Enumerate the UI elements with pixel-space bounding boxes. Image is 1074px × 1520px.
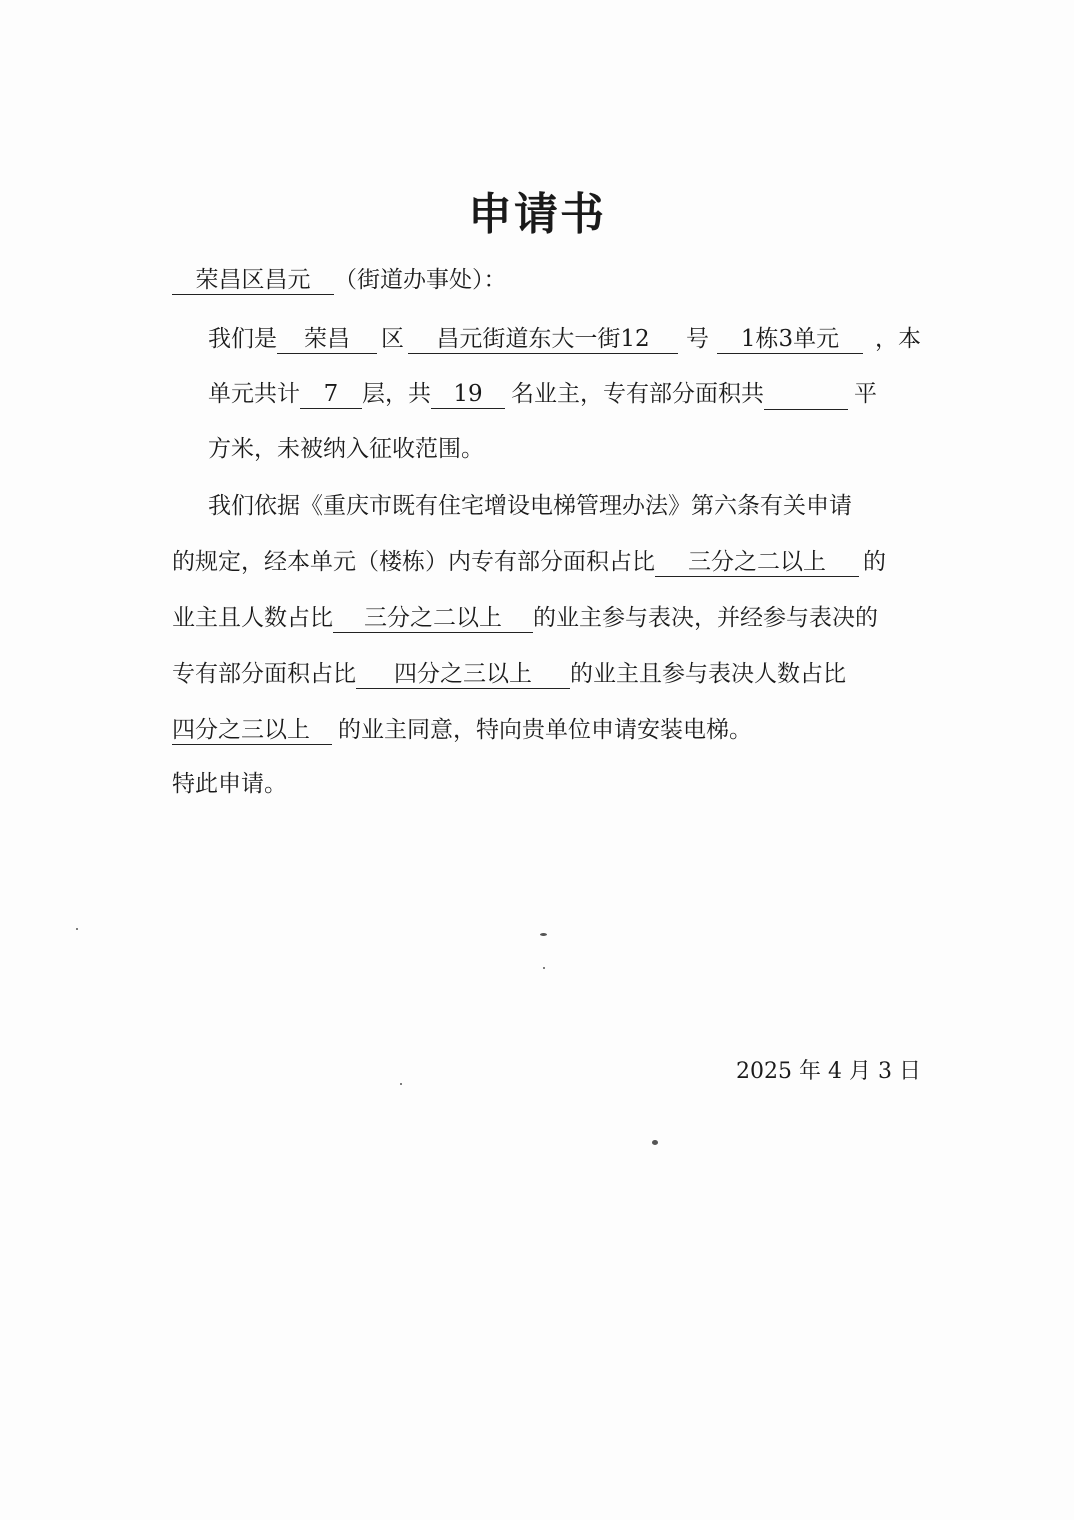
district-suffix: 区 xyxy=(381,326,404,352)
number-suffix: 号 xyxy=(686,326,709,352)
scan-speck xyxy=(400,1083,402,1085)
area-field xyxy=(764,381,848,410)
para2-line4-end: 的业主且参与表决人数占比 xyxy=(570,661,846,687)
scan-speck xyxy=(76,928,78,930)
scan-speck xyxy=(652,1140,658,1145)
para2-line4-prefix: 专有部分面积占比 xyxy=(172,661,356,687)
para2-line1: 我们依据《重庆市既有住宅增设电梯管理办法》第六条有关申请 xyxy=(208,493,852,519)
para2-line2-prefix: 的规定，经本单元（楼栋）内专有部分面积占比 xyxy=(172,549,655,575)
para1-line1 xyxy=(208,323,921,355)
para1-line2 xyxy=(208,378,877,410)
para1-line1-end: ，本 xyxy=(875,326,921,352)
scan-speck xyxy=(543,967,545,969)
office-name-field: 荣昌区昌元 xyxy=(172,266,334,295)
ratio1-field: 三分之二以上 xyxy=(655,548,859,577)
para2-line4 xyxy=(172,658,846,690)
owners-field: 19 xyxy=(431,380,505,409)
ratio2-field: 三分之二以上 xyxy=(333,604,533,633)
para1-line2-prefix: 单元共计 xyxy=(208,381,300,407)
para2-line5-end: 的业主同意，特向贵单位申请安装电梯。 xyxy=(338,717,752,743)
closing-text: 特此申请。 xyxy=(172,771,287,797)
para1-line2-end: 平 xyxy=(854,381,877,407)
para2-line3-prefix: 业主且人数占比 xyxy=(172,605,333,631)
addressee-line xyxy=(172,264,507,296)
floors-field: 7 xyxy=(300,380,362,409)
floors-suffix: 层，共 xyxy=(362,381,431,407)
para2-line5 xyxy=(172,714,752,746)
para2-line3-end: 的业主参与表决，并经参与表决的 xyxy=(533,605,878,631)
ratio4-field: 四分之三以上 xyxy=(172,716,332,745)
district-field: 荣昌 xyxy=(277,325,377,354)
para2-line2 xyxy=(172,546,886,578)
unit-field: 1栋3单元 xyxy=(717,325,863,354)
para2-line3 xyxy=(172,602,878,634)
document-date: 2025 年 4 月 3 日 xyxy=(736,1059,921,1084)
document-title: 申请书 xyxy=(468,189,606,240)
street-field: 昌元街道东大一街12 xyxy=(408,325,678,354)
para1-prefix: 我们是 xyxy=(208,326,277,352)
para1-line3: 方米，未被纳入征收范围。 xyxy=(208,436,484,462)
ratio3-field: 四分之三以上 xyxy=(356,660,570,689)
scan-speck xyxy=(540,933,547,936)
owners-suffix: 名业主，专有部分面积共 xyxy=(511,381,764,407)
office-suffix: （街道办事处）： xyxy=(334,267,507,293)
para2-line2-end: 的 xyxy=(863,549,886,575)
